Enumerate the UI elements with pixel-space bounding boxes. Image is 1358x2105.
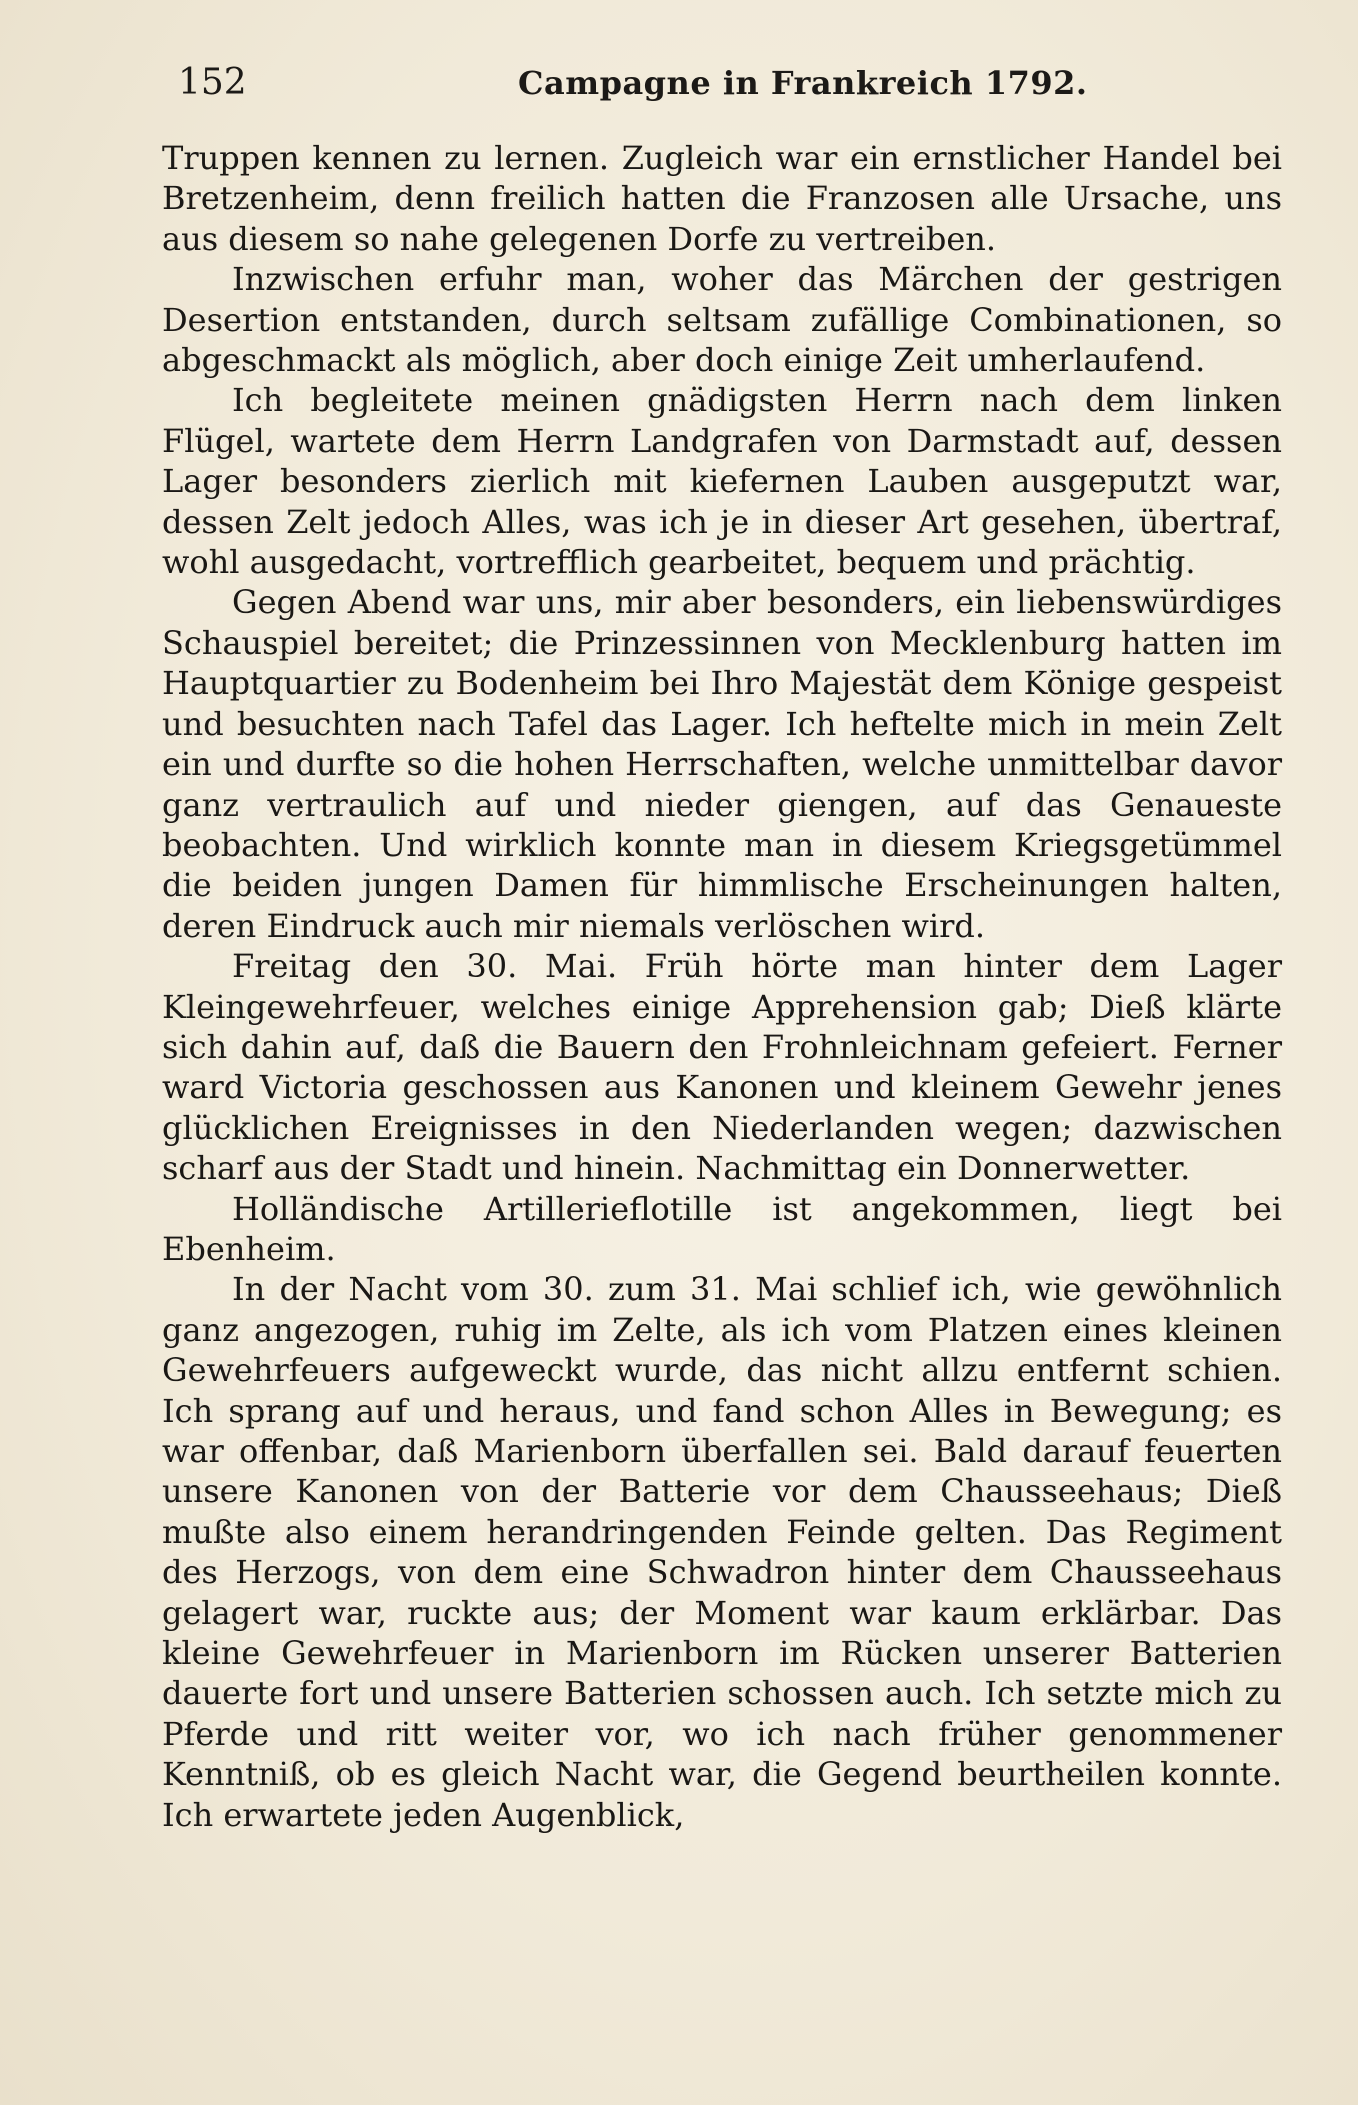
paragraph: Inzwischen erfuhr man, woher das Märchen der gestrigen Desertion entstanden, durch seltsam zufällige Combinationen, so abgeschmackt als möglich, aber doch einige Zeit umherlaufend.: [162, 260, 1282, 380]
paragraph: Freitag den 30. Mai. Früh hörte man hinter dem Lager Kleingewehrfeuer, welches einige Apprehension gab; Dieß klärte sich dahin auf, daß die Bauern den Frohnleichnam gefeiert. Ferner ward Victoria geschossen aus Kanonen und kleinem Gewehr jenes glücklichen Ereignisses in den Niederlanden wegen; dazwischen scharf aus der Stadt und hinein. Nachmittag ein Donnerwetter.: [162, 947, 1282, 1188]
paragraph: Ich begleitete meinen gnädigsten Herrn nach dem linken Flügel, wartete dem Herrn Landgrafen von Darmstadt auf, dessen Lager besonders zierlich mit kiefernen Lauben ausgeputzt war, dessen Zelt jedoch Alles, was ich je in dieser Art gesehen, übertraf, wohl ausgedacht, vortrefflich gearbeitet, bequem und prächtig.: [162, 381, 1282, 582]
paragraph: In der Nacht vom 30. zum 31. Mai schlief ich, wie gewöhnlich ganz angezogen, ruhig im Zelte, als ich vom Platzen eines kleinen Gewehrfeuers aufgeweckt wurde, das nicht allzu entfernt schien. Ich sprang auf und heraus, und fand schon Alles in Bewegung; es war offenbar, daß Marienborn überfallen sei. Bald darauf feuerten unsere Kanonen von der Batterie vor dem Chausseehaus; Dieß mußte also einem herandringenden Feinde gelten. Das Regiment des Herzogs, von dem eine Schwadron hinter dem Chausseehaus gelagert war, ruckte aus; der Moment war kaum erklärbar. Das kleine Gewehrfeuer in Marienborn im Rücken unserer Batterien dauerte fort und unsere Batterien schossen auch. Ich setzte mich zu Pferde und ritt weiter vor, wo ich nach früher genommener Kenntniß, ob es gleich Nacht war, die Gegend beurtheilen konnte. Ich erwartete jeden Augenblick,: [162, 1270, 1282, 1834]
paragraph: Truppen kennen zu lernen. Zugleich war ein ernstlicher Handel bei Bretzenheim, denn freilich hatten die Franzosen alle Ursache, uns aus diesem so nahe gelegenen Dorfe zu vertreiben.: [162, 139, 1282, 258]
paragraph: Gegen Abend war uns, mir aber besonders, ein liebenswürdiges Schauspiel bereitet; die Prinzessinnen von Mecklenburg hatten im Hauptquartier zu Bodenheim bei Ihro Majestät dem Könige gespeist und besuchten nach Tafel das Lager. Ich heftelte mich in mein Zelt ein und durfte so die hohen Herrschaften, welche unmittelbar davor ganz vertraulich auf und nieder giengen, auf das Genaueste beobachten. Und wirklich konnte man in diesem Kriegsgetümmel die beiden jungen Damen für himmlische Erscheinungen halten, deren Eindruck auch mir niemals verlöschen wird.: [162, 583, 1282, 945]
paragraph: Holländische Artillerieflotille ist angekommen, liegt bei Ebenheim.: [162, 1189, 1282, 1268]
running-title: Campagne in Frankreich 1792.: [518, 64, 1088, 102]
page-header: [178, 58, 1278, 108]
body-text: [162, 138, 1282, 1835]
page-number: 152: [178, 62, 247, 103]
